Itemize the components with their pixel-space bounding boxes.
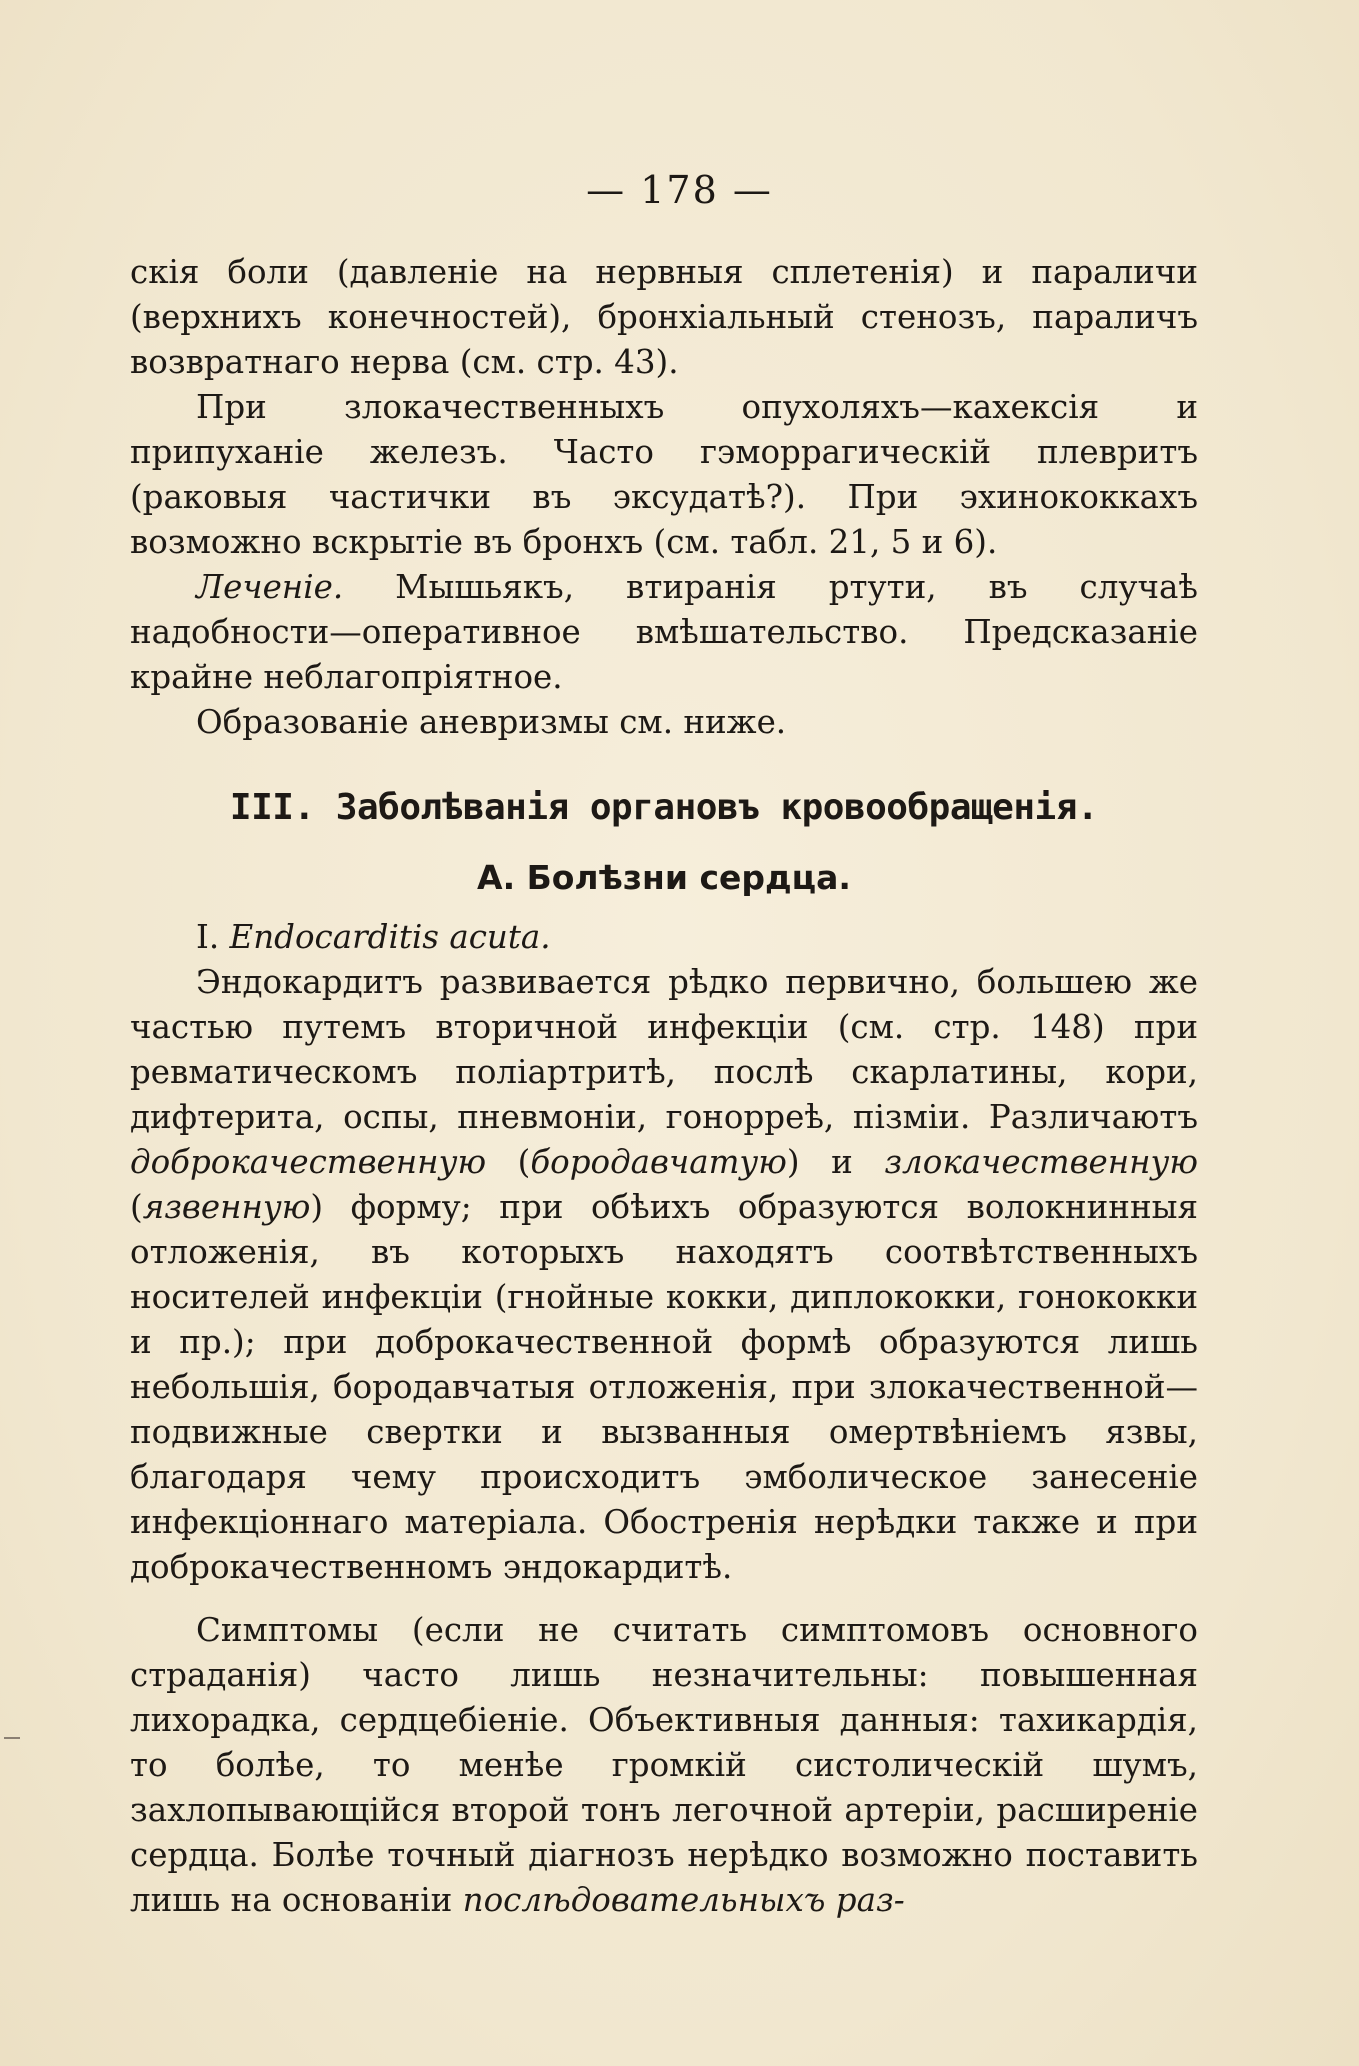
endo-text-1: Эндокардитъ развивается рѣдко первично, большею же частью путемъ вторичной инфекціи (см. стр. 148) при ревматическомъ поліартритѣ, послѣ скарлатины, кори, дифтерита, оспы, пневмоніи, гонорреѣ, пізміи. Различаютъ <box>130 963 1198 1136</box>
paragraph-symptoms <box>130 1608 1198 1923</box>
treatment-text: Мышьякъ, втиранія ртути, въ случаѣ надобности—оперативное вмѣшательство. Предсказаніе крайне неблагопріятное. <box>130 568 1198 696</box>
endo-term-malignant: злокачественную <box>884 1143 1198 1181</box>
symptoms-text: Симптомы (если не считать симптомовъ основного страданія) часто лишь незначительны: повышенная лихорадка, сердцебіеніе. Объективныя данныя: тахикардія, то болѣе, то менѣе громкій систолическій шумъ, захлопывающійся второй тонъ легочной артеріи, расширеніе сердца. Болѣе точный діагнозъ нерѣдко возможно поставить лишь на основаніи <box>130 1611 1198 1919</box>
subsection-heading: А. Болѣзни сердца. <box>477 858 851 897</box>
entry-title: Endocarditis acuta. <box>229 918 551 956</box>
paragraph-aneurysm: Образованіе аневризмы см. ниже. <box>196 703 787 741</box>
endo-text-4: ( <box>130 1188 143 1226</box>
margin-mark <box>4 1737 20 1739</box>
endo-text-5: ) форму; при обѣихъ образуются волокнинныя отложенія, въ которыхъ находятъ соотвѣтственныхъ носителей инфекціи (гнойные кокки, диплококки, гонококки и пр.); при доброкачественной формѣ образуются лишь небольшія, бородавчатыя отложенія, при злокачественной—подвижные свертки и вызванныя омертвѣніемъ язвы, благодаря чему происходитъ эмболическое занесеніе инфекціоннаго матеріала. Обостренія нерѣдки также и при доброкачественномъ эндокардитѣ. <box>130 1188 1198 1586</box>
endo-term-ulcerative: язвенную <box>142 1188 311 1226</box>
paragraph-continuation: скія боли (давленіе на нервныя сплетенія) и параличи (верхнихъ конечностей), бронхіальный стенозъ, параличъ возвратнаго нерва (см. стр. 43). <box>130 253 1198 381</box>
paragraph-malignant: При злокачественныхъ опухоляхъ—кахексія и припуханіе железъ. Часто гэморрагическій плевритъ (раковыя частички въ эксудатѣ?). При эхинококкахъ возможно вскрытіе въ бронхъ (см. табл. 21, 5 и 6). <box>130 388 1198 561</box>
symptoms-tail: послѣдовательныхъ раз- <box>462 1881 905 1919</box>
paragraph-treatment <box>130 565 1198 700</box>
page-body <box>130 250 1198 1923</box>
page-number: — 178 — <box>586 168 773 212</box>
paragraph-endocarditis <box>130 960 1198 1590</box>
endo-text-3: ) и <box>786 1143 885 1181</box>
entry-number: I. <box>196 918 220 956</box>
treatment-label: Леченіе. <box>196 568 344 606</box>
endo-term-verrucous: бородавчатую <box>530 1143 787 1181</box>
endo-term-benign: доброкачественную <box>130 1143 487 1181</box>
section-heading: III. Заболѣванія органовъ кровообращенія. <box>229 787 1099 828</box>
entry-heading <box>130 915 1198 960</box>
endo-text-2: ( <box>486 1143 531 1181</box>
